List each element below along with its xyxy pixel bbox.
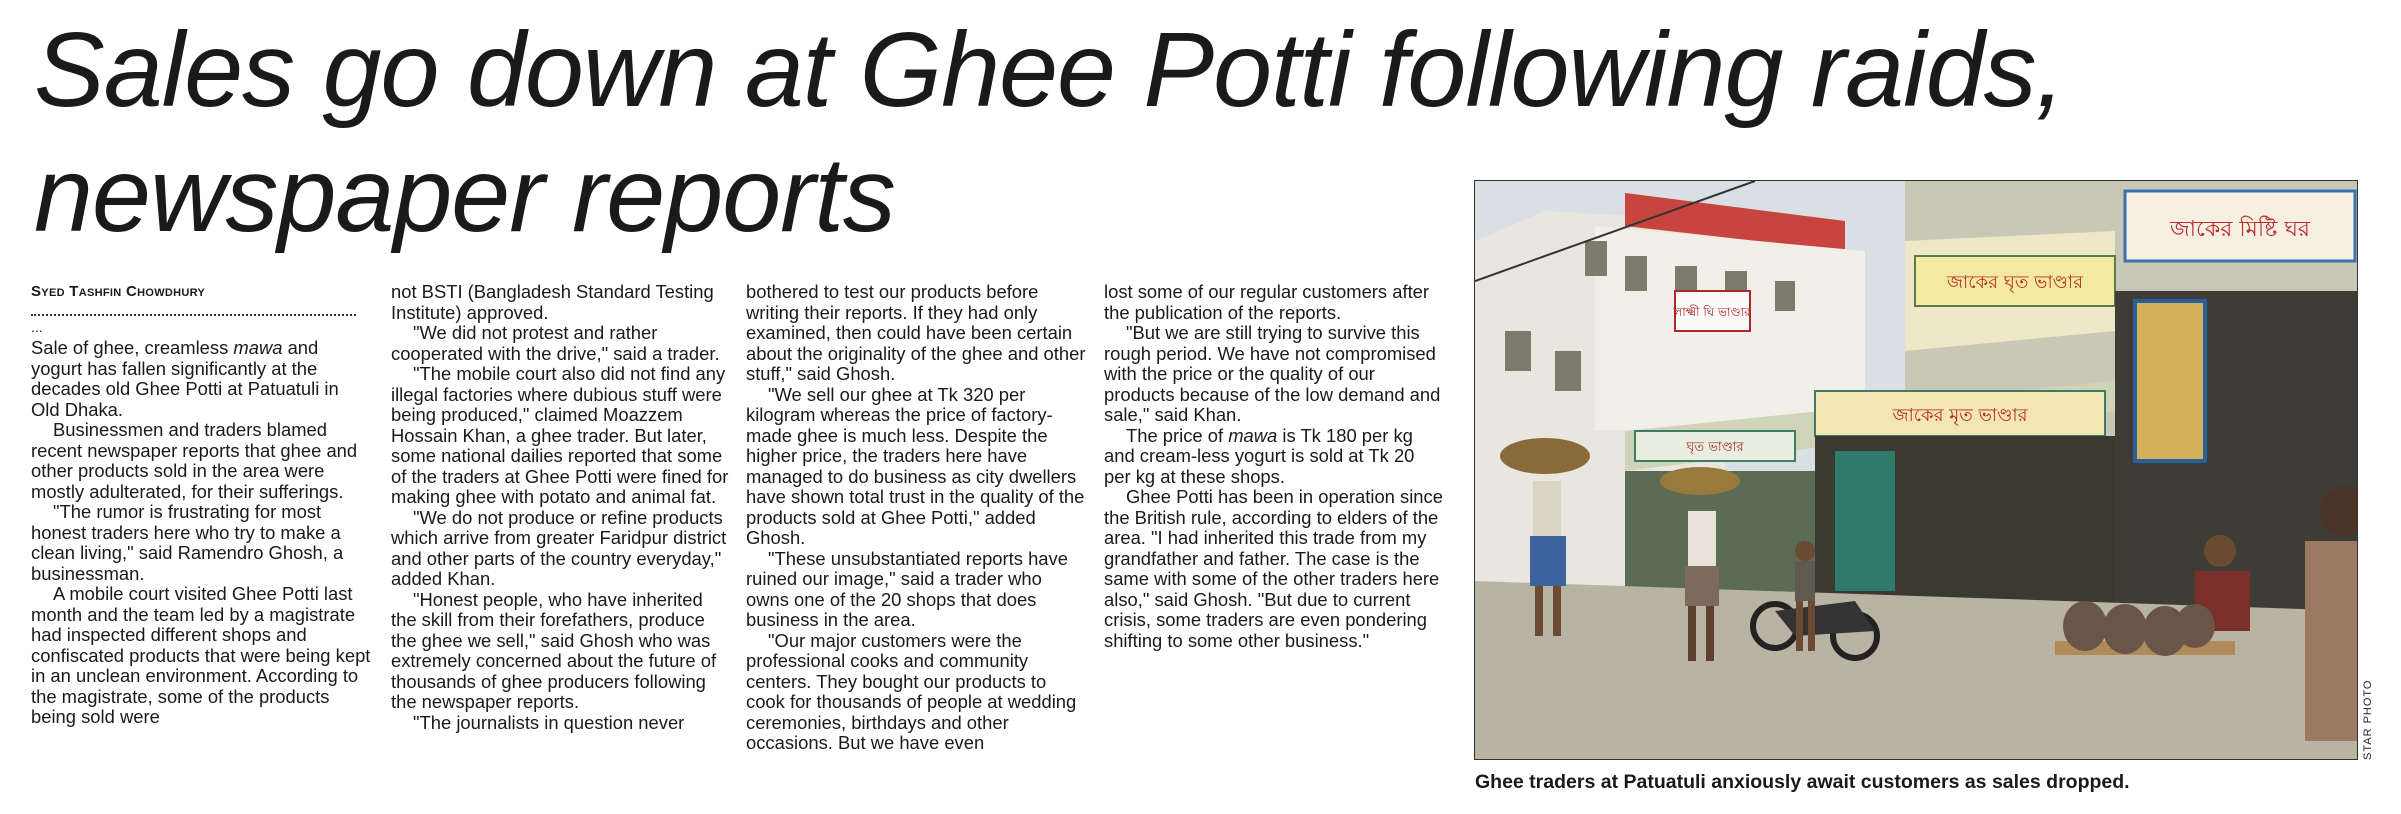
article-column-4 xyxy=(1104,282,1444,651)
article-paragraph: Businessmen and traders blamed recent newspaper reports that ghee and other products sold in the area were mostly adulterated, for their sufferings. xyxy=(31,419,358,502)
text-run: The price of xyxy=(1126,424,1229,446)
street-scene-illustration xyxy=(1475,181,2358,760)
article-paragraph: lost some of our regular customers after the publication of the reports. xyxy=(1104,281,1430,323)
sign-text-2: জাকের ঘৃত ভাণ্ডার xyxy=(1946,272,2084,293)
article-paragraph: "We do not produce or refine products which arrive from greater Faridpur district and other parts of the country everyday," added Khan. xyxy=(391,506,727,589)
text-run: and yogurt has fallen significantly at the decades old Ghee Potti at Patuatuli in Old Dhaka. xyxy=(31,337,339,420)
article-paragraph: "We did not protest and rather cooperated with the drive," said a trader. xyxy=(391,322,720,364)
article-paragraph: Ghee Potti has been in operation since the British rule, according to elders of the area. "I had inherited this trade from my grandfather and father. The case is the same with some of the other traders here also," said Ghosh. "But due to current crisis, some traders are even pondering shifting to some other business." xyxy=(1104,486,1443,651)
text-run: Sale of ghee, creamless xyxy=(31,337,234,358)
article-paragraph: "But we are still trying to survive this rough period. We have not compromised with the price or the quality of our products because of the low demand and sale," said Khan. xyxy=(1104,322,1441,425)
photo-caption: Ghee traders at Patuatuli anxiously await customers as sales dropped. xyxy=(1475,771,2130,793)
article-paragraph: bothered to test our products before writing their reports. If they had only examined, then could have been certain about the originality of the ghee and other stuff," said Ghosh. xyxy=(746,281,1086,384)
article-column-1 xyxy=(31,282,371,728)
sign-text-5: ঘৃত ভাণ্ডার xyxy=(1686,440,1744,455)
sign-text-1: লাক্ষ্মী ঘি ভাণ্ডার xyxy=(1673,305,1751,319)
article-paragraph xyxy=(31,338,371,420)
sign-text-3: জাকের মিষ্টি ঘর xyxy=(2169,217,2311,242)
article-paragraph: "We sell our ghee at Tk 320 per kilogram whereas the price of factory-made ghee is much less. Despite the higher price, the traders here have managed to do business as city dwellers have shown total trust in the quality of the products sold at Ghee Potti," added Ghosh. xyxy=(746,383,1085,548)
italic-term: mawa xyxy=(233,337,283,358)
article-paragraph: "Honest people, who have inherited the skill from their forefathers, produce the ghee we sell," said Ghosh who was extremely concerned about the future of thousands of ghee producers following the newspaper reports. xyxy=(391,588,717,712)
article-paragraph xyxy=(1104,426,1444,488)
byline: Syed Tashfin Chowdhury xyxy=(31,283,206,300)
byline-divider-tail: ... xyxy=(31,319,43,335)
article-paragraph: "These unsubstantiated reports have ruined our image," said a trader who owns one of the 20 shops that does business in the area. xyxy=(746,547,1068,630)
article-column-2 xyxy=(391,282,731,733)
article-column-3 xyxy=(746,282,1086,754)
italic-term: mawa xyxy=(1228,424,1278,446)
sign-text-4: জাকের মৃত ভাণ্ডার xyxy=(1892,405,2028,426)
article-paragraph: not BSTI (Bangladesh Standard Testing Institute) approved. xyxy=(391,281,714,323)
text-run: is Tk 180 per kg and cream-less yogurt is sold at Tk 20 per kg at these shops. xyxy=(1104,424,1415,487)
headline: Sales go down at Ghee Potti following raids, newspaper reports xyxy=(34,11,2065,254)
photo-credit: STAR PHOTO xyxy=(2362,679,2374,760)
byline-divider xyxy=(31,304,356,316)
article-paragraph: A mobile court visited Ghee Potti last month and the team led by a magistrate had inspected different shops and confiscated products that were being kept in an unclean environment. According to the magistrate, some of the products being sold were xyxy=(31,583,371,727)
yellow-door xyxy=(2135,301,2205,461)
article-paragraph: "The journalists in question never xyxy=(413,711,685,733)
green-door xyxy=(1835,451,1895,591)
article-paragraph: "Our major customers were the professional cooks and community centers. They bought our products to cook for thousands of people at wedding ceremonies, birthdays and other occasions. But we have even xyxy=(746,629,1077,753)
article-paragraph: "The mobile court also did not find any illegal factories where dubious stuff were being produced," claimed Moazzem Hossain Khan, a ghee trader. But later, some national dailies reported that some of the traders at Ghee Potti were fined for making ghee with potato and animal fat. xyxy=(391,363,729,507)
article-paragraph: "The rumor is frustrating for most honest traders here who try to make a clean living," said Ramendro Ghosh, a businessman. xyxy=(31,501,344,584)
street-photo xyxy=(1474,180,2358,760)
